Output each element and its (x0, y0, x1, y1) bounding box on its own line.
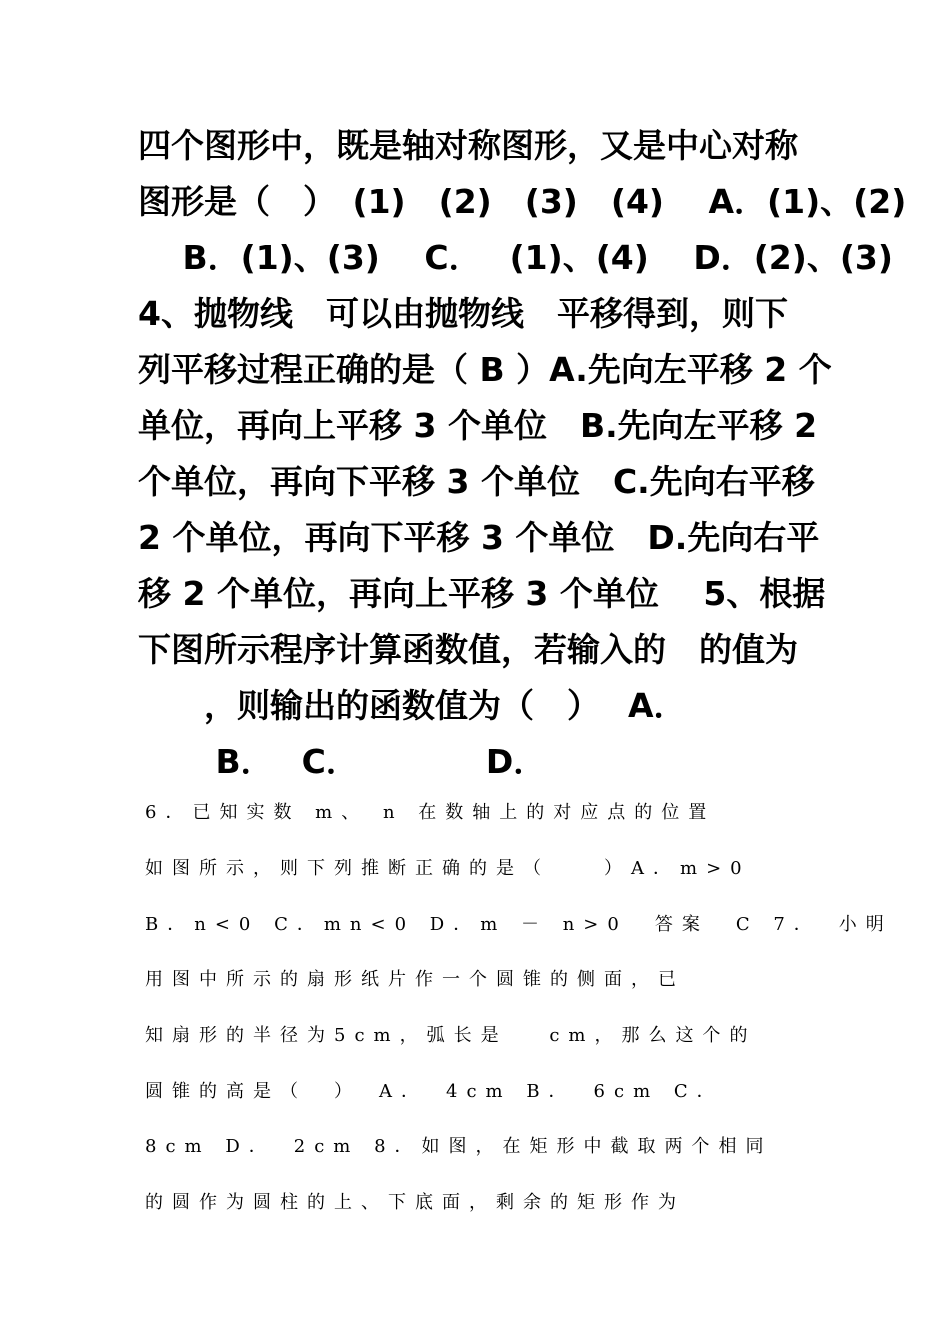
text-line-4: 4、抛物线 可以由抛物线 平移得到，则下 (138, 294, 788, 333)
text-line-1: 四个图形中，既是轴对称图形，又是中心对称 (138, 126, 798, 165)
text-line-2: 图形是（ ） (1) (2) (3) (4) A．(1)、(2) (138, 182, 907, 221)
text-line-7: 个单位，再向下平移 3 个单位 C.先向右平移 (138, 462, 815, 501)
small-text-line-4: 用图中所示的扇形纸片作一个圆锥的侧面，已 (145, 969, 685, 990)
text-line-10: 下图所示程序计算函数值，若输入的 的值为 (138, 630, 798, 669)
text-line-11: ，则输出的函数值为（ ） A． (138, 686, 687, 725)
small-text-line-5: 知扇形的半径为5cm，弧长是 cm，那么这个的 (145, 1025, 757, 1046)
small-text-line-1: 6．已知实数 m、 n 在数轴上的对应点的位置 (145, 802, 716, 823)
text-line-5: 列平移过程正确的是（ B ）A.先向左平移 2 个 (138, 350, 832, 389)
text-line-6: 单位，再向上平移 3 个单位 B.先向左平移 2 (138, 406, 818, 445)
text-line-3: B．(1)、(3) C． (1)、(4) D．(2)、(3) (138, 238, 893, 277)
small-text-line-3: B．n<0 C．mn<0 D．m － n>0 答案 C 7． 小明 (145, 914, 893, 935)
small-text-line-2: 如图所示，则下列推断正确的是（ ）A．m>0 (145, 858, 751, 879)
text-line-8: 2 个单位，再向下平移 3 个单位 D.先向右平 (138, 518, 820, 557)
small-text-line-6: 圆锥的高是（ ） A． 4cm B． 6cm C． (145, 1081, 724, 1102)
text-line-12: B． C． D． (138, 742, 547, 781)
text-line-9: 移 2 个单位，再向上平移 3 个单位 5、根据 (138, 574, 826, 613)
small-text-line-8: 的圆作为圆柱的上、下底面，剩余的矩形作为 (145, 1192, 685, 1213)
small-text-line-7: 8cm D． 2cm 8．如图，在矩形中截取两个相同 (145, 1136, 773, 1157)
